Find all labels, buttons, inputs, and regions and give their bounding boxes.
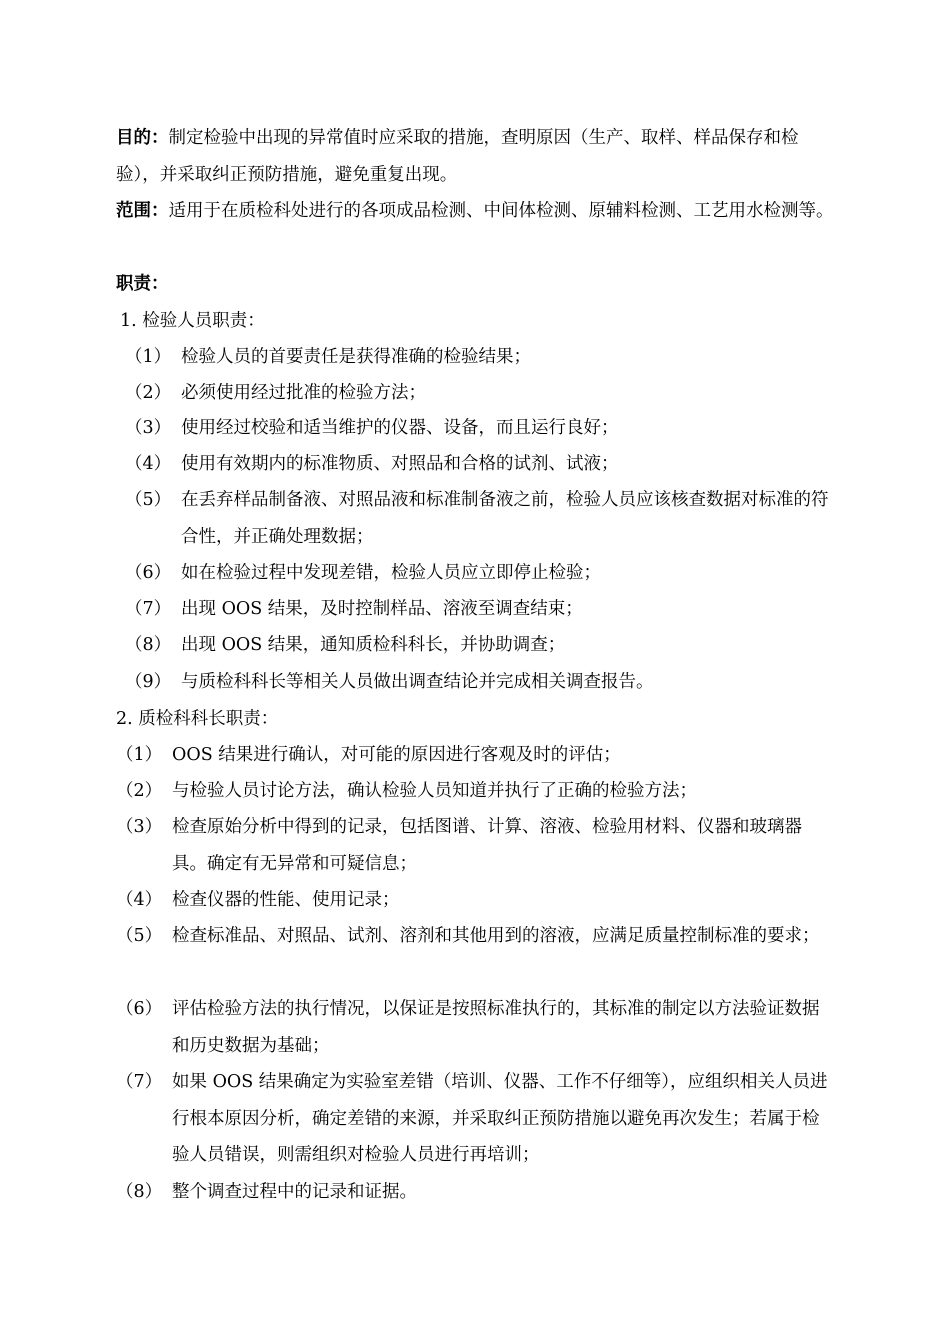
responsibilities-label: 职责： [116, 274, 169, 294]
item-number: （1） [125, 347, 172, 367]
responsibilities-heading [116, 266, 836, 303]
item-number: （7） [125, 599, 172, 619]
item-number: （2） [116, 781, 163, 801]
purpose-paragraph [116, 120, 836, 193]
item-text: 检查原始分析中得到的记录，包括图谱、计算、溶液、检验用材料、仪器和玻璃器具。确定有无异常和可疑信息； [172, 817, 802, 874]
item-number: （4） [125, 454, 172, 474]
section1-item [125, 555, 837, 592]
section2-item [116, 809, 836, 882]
item-text: 整个调查过程中的记录和证据。 [172, 1182, 417, 1202]
item-number: （3） [116, 817, 163, 837]
section2-item [116, 1064, 836, 1174]
item-number: （8） [125, 635, 172, 655]
item-text: 使用有效期内的标准物质、对照品和合格的试剂、试液； [181, 454, 619, 474]
item-text: 如果 OOS 结果确定为实验室差错（培训、仪器、工作不仔细等），应组织相关人员进行根本原因分析，确定差错的来源，并采取纠正预防措施以避免再次发生；若属于检验人员错误，则需组织对检验人员进行再培训； [172, 1072, 828, 1165]
item-number: （6） [125, 563, 172, 583]
section1-item [125, 482, 837, 555]
item-text: 评估检验方法的执行情况，以保证是按照标准执行的，其标准的制定以方法验证数据和历史数据为基础； [172, 999, 820, 1056]
section2-item [116, 773, 836, 810]
scope-paragraph [116, 193, 836, 230]
scope-label: 范围： [116, 201, 169, 221]
item-number: （5） [116, 926, 163, 946]
item-text: OOS 结果进行确认，对可能的原因进行客观及时的评估； [172, 745, 621, 765]
section2-item [116, 991, 836, 1064]
purpose-text: 制定检验中出现的异常值时应采取的措施，查明原因（生产、取样、样品保存和检验），并采取纠正预防措施，避免重复出现。 [116, 128, 799, 185]
section1-item [125, 591, 837, 628]
item-number: （1） [116, 745, 163, 765]
section2-heading: 2. 质检科科长职责： [116, 709, 279, 729]
section2-item [116, 1174, 836, 1211]
item-number: （9） [125, 672, 172, 692]
item-text: 检查标准品、对照品、试剂、溶剂和其他用到的溶液，应满足质量控制标准的要求； [172, 926, 820, 946]
item-number: （3） [125, 418, 172, 438]
section1-item [125, 410, 837, 447]
section1-item [125, 339, 837, 376]
item-number: （2） [125, 383, 172, 403]
item-text: 出现 OOS 结果，通知质检科科长，并协助调查； [181, 635, 566, 655]
item-text: 与检验人员讨论方法，确认检验人员知道并执行了正确的检验方法； [172, 781, 697, 801]
item-number: （4） [116, 890, 163, 910]
item-text: 与质检科科长等相关人员做出调查结论并完成相关调查报告。 [181, 672, 654, 692]
item-text: 在丢弃样品制备液、对照品液和标准制备液之前，检验人员应该核查数据对标准的符合性，并正确处理数据； [181, 490, 829, 547]
item-text: 检查仪器的性能、使用记录； [172, 890, 400, 910]
section1-heading: 1. 检验人员职责： [120, 311, 265, 331]
section2-item [116, 918, 836, 955]
purpose-label: 目的： [116, 128, 169, 148]
item-number: （5） [125, 490, 172, 510]
item-text: 出现 OOS 结果，及时控制样品、溶液至调查结束； [181, 599, 583, 619]
scope-text: 适用于在质检科处进行的各项成品检测、中间体检测、原辅料检测、工艺用水检测等。 [168, 201, 834, 221]
item-number: （6） [116, 999, 163, 1019]
section2-item [116, 737, 836, 774]
item-number: （7） [116, 1072, 163, 1092]
section2-item [116, 882, 836, 919]
item-text: 使用经过校验和适当维护的仪器、设备，而且运行良好； [181, 418, 619, 438]
section1-item [125, 627, 837, 664]
section1-item [125, 375, 837, 412]
item-text: 检验人员的首要责任是获得准确的检验结果； [181, 347, 531, 367]
item-text: 必须使用经过批准的检验方法； [181, 383, 426, 403]
item-number: （8） [116, 1182, 163, 1202]
item-text: 如在检验过程中发现差错，检验人员应立即停止检验； [181, 563, 601, 583]
section1-item [125, 664, 837, 701]
section1-item [125, 446, 837, 483]
